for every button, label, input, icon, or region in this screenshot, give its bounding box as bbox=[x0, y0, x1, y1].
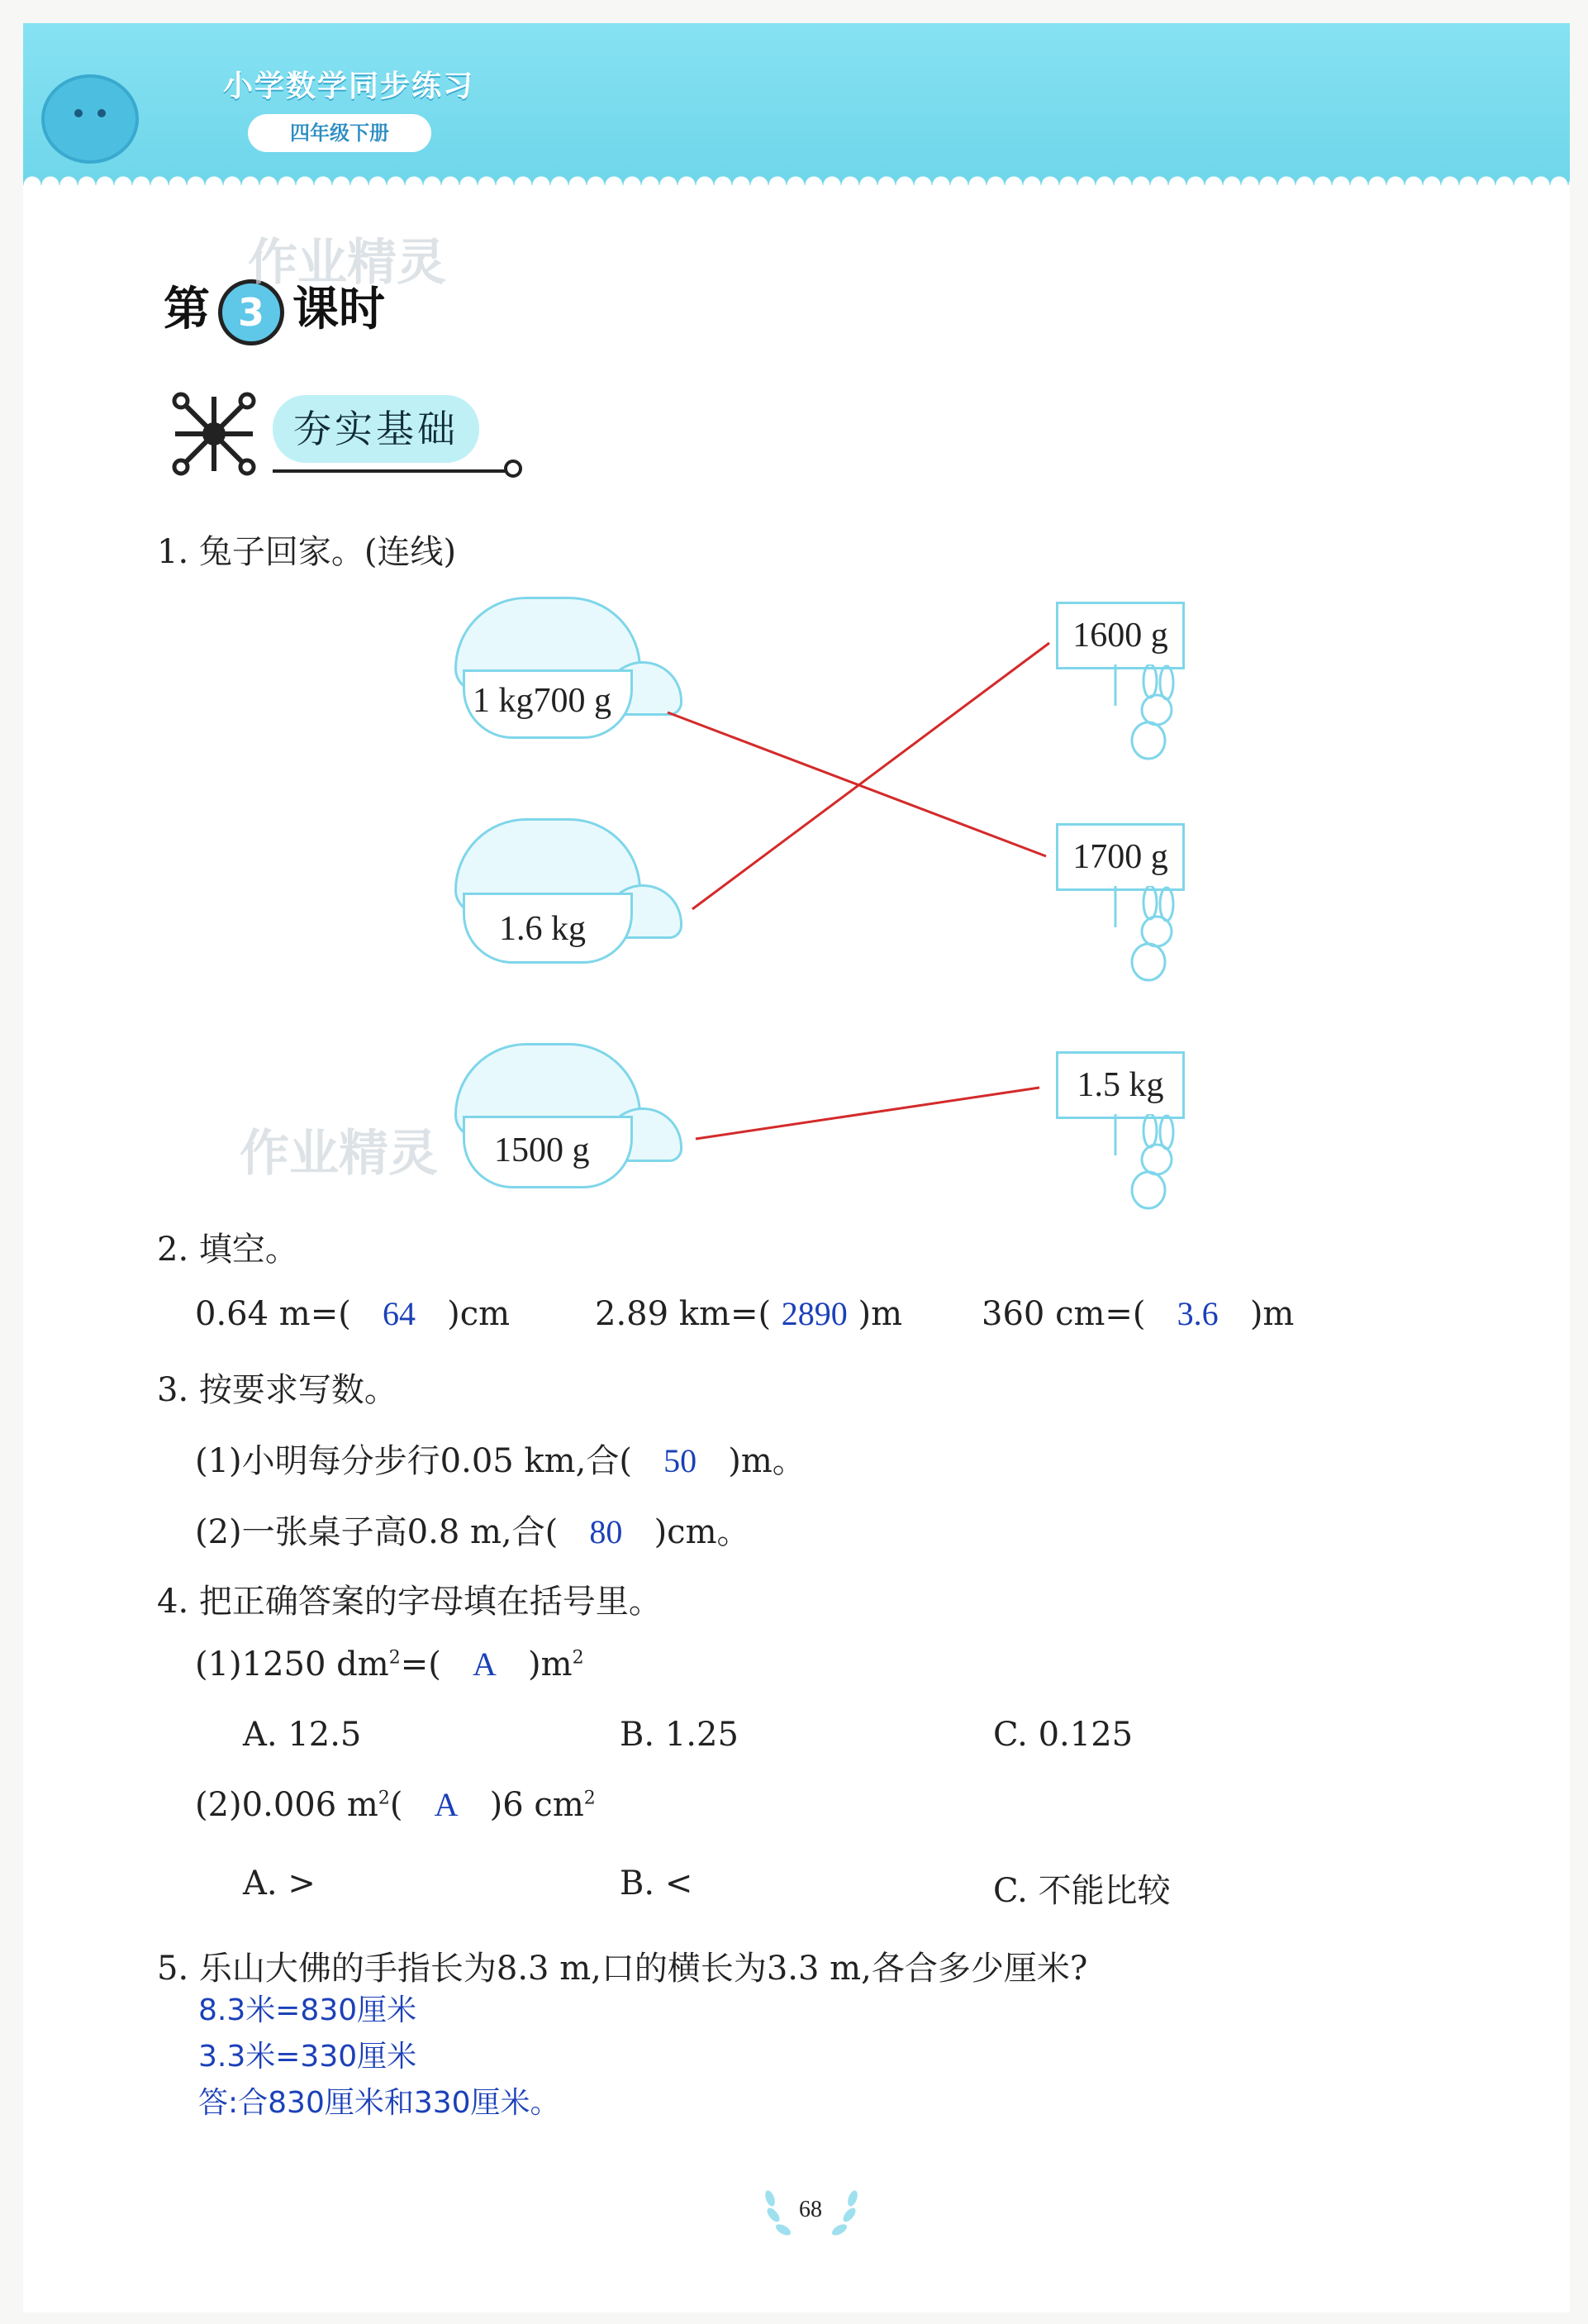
q3-item-1-answer: 50 bbox=[663, 1442, 697, 1479]
q3-item-2-answer: 80 bbox=[589, 1513, 623, 1550]
q2-item-1 bbox=[195, 1294, 510, 1333]
q4-title: 4. 把正确答案的字母填在括号里。 bbox=[157, 1583, 662, 1621]
q2-item-2-answer: 2890 bbox=[781, 1295, 848, 1332]
q3-item-2-post: )cm。 bbox=[654, 1513, 750, 1551]
q2-item-3-post: )m bbox=[1249, 1295, 1295, 1333]
q4-p2-pre: (2)0.006 m bbox=[195, 1786, 378, 1824]
q2-item-2 bbox=[595, 1294, 902, 1333]
q2-item-1-answer: 64 bbox=[382, 1295, 416, 1332]
q4-p2-mid: ( bbox=[389, 1786, 403, 1824]
q5-title: 5. 乐山大佛的手指长为8.3 m,口的横长为3.3 m,各合多少厘米? bbox=[157, 1950, 1088, 1988]
q5-answer-line-3: 答:合830厘米和330厘米。 bbox=[198, 2086, 560, 2120]
q4-p2-option-c: C. 不能比较 bbox=[993, 1872, 1171, 1910]
q4-part-1 bbox=[195, 1645, 584, 1683]
q4-p1-option-c: C. 0.125 bbox=[993, 1716, 1134, 1754]
q2-item-1-pre: 0.64 m=( bbox=[195, 1295, 351, 1333]
rabbit-icon bbox=[1107, 1114, 1190, 1213]
section-end-dot-icon bbox=[501, 456, 525, 481]
q4-p2-sup1: 2 bbox=[378, 1788, 390, 1809]
q4-p2-option-a: A. > bbox=[243, 1864, 316, 1903]
q3-item-1 bbox=[195, 1435, 806, 1482]
q4-p2-post: )6 cm bbox=[489, 1786, 584, 1824]
lesson-prefix: 第 bbox=[164, 283, 210, 336]
mascot-eye-icon bbox=[74, 109, 83, 117]
mushroom-label: 1.6 kg bbox=[499, 910, 586, 948]
mushroom-label: 1500 g bbox=[494, 1131, 590, 1169]
rabbit-icon bbox=[1107, 664, 1190, 764]
q5-answer-line-2: 3.3米=330厘米 bbox=[198, 2040, 417, 2074]
section-underline bbox=[273, 469, 512, 473]
q2-item-2-post: )m bbox=[858, 1295, 903, 1333]
q2-item-3-pre: 360 cm=( bbox=[982, 1295, 1146, 1333]
rabbit-sign: 1700 g bbox=[1056, 823, 1185, 891]
q1-title: 1. 兔子回家。(连线) bbox=[157, 533, 457, 571]
q2-item-3 bbox=[982, 1294, 1294, 1333]
q2-item-1-post: )cm bbox=[447, 1295, 511, 1333]
q4-p1-sup1: 2 bbox=[388, 1647, 401, 1669]
mascot-eye-icon bbox=[97, 109, 106, 117]
q4-p1-pre: (1)1250 dm bbox=[195, 1645, 389, 1683]
q4-p2-sup2: 2 bbox=[583, 1788, 596, 1809]
book-title: 小学数学同步练习 bbox=[223, 69, 475, 103]
q3-item-1-pre: (1)小明每分步行0.05 km,合( bbox=[195, 1442, 632, 1480]
mushroom-label: 1 kg700 g bbox=[473, 682, 611, 720]
network-icon bbox=[169, 388, 259, 479]
rabbit-sign: 1600 g bbox=[1056, 602, 1185, 669]
q4-p1-sup2: 2 bbox=[572, 1647, 584, 1669]
q4-p2-answer: A bbox=[434, 1786, 459, 1823]
watermark: 作业精灵 bbox=[248, 234, 446, 292]
q2-item-2-pre: 2.89 km=( bbox=[595, 1295, 772, 1333]
q5-answer-line-1: 8.3米=830厘米 bbox=[198, 1993, 417, 2027]
watermark: 作业精灵 bbox=[240, 1125, 438, 1183]
q3-item-2-pre: (2)一张桌子高0.8 m,合( bbox=[195, 1513, 559, 1551]
q3-title: 3. 按要求写数。 bbox=[157, 1371, 397, 1409]
rabbit-icon bbox=[1107, 886, 1190, 985]
lesson-number-badge: 3 bbox=[218, 279, 284, 345]
apple-mascot-icon bbox=[41, 74, 139, 164]
q3-item-2 bbox=[195, 1506, 750, 1553]
rabbit-sign: 1.5 kg bbox=[1056, 1051, 1185, 1119]
q4-part-2 bbox=[195, 1785, 596, 1824]
header-scallop-border bbox=[23, 167, 1570, 185]
page-number: 68 bbox=[799, 2197, 822, 2222]
section-title: 夯实基础 bbox=[273, 395, 479, 463]
q4-p1-option-a: A. 12.5 bbox=[243, 1716, 362, 1754]
q4-p1-post: )m bbox=[528, 1645, 573, 1683]
q3-item-1-post: )m。 bbox=[728, 1442, 806, 1480]
grade-label: 四年级下册 bbox=[248, 114, 431, 152]
q4-p1-answer: A bbox=[473, 1645, 497, 1683]
lesson-suffix: 课时 bbox=[292, 283, 385, 336]
q2-item-3-answer: 3.6 bbox=[1177, 1295, 1219, 1332]
q2-title: 2. 填空。 bbox=[157, 1231, 298, 1269]
q4-p1-mid: =( bbox=[400, 1645, 441, 1683]
q4-p2-option-b: B. < bbox=[620, 1864, 693, 1903]
q4-p1-option-b: B. 1.25 bbox=[620, 1716, 739, 1754]
